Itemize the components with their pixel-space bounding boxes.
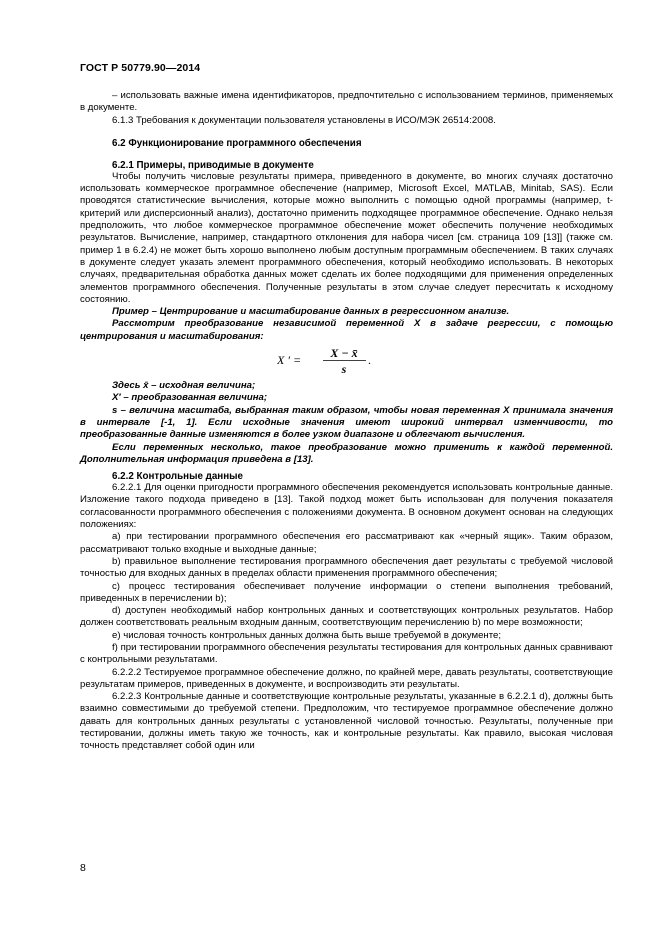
example-text: Рассмотрим преобразование независимой переменной X в задаче регрессии, с помощью центрирования и масштабирования: (80, 318, 613, 342)
paragraph: Чтобы получить числовые результаты примера, приведенного в документе, во многих случаях достаточно использовать коммерческое программное обеспечение (например, Microsoft Excel, MATLAB, Minitab, SAS). Если проводятся статистические вычисления, которые можно выполнить с помощью одной программы (например, t-критерий или дисперсионный анализ), достаточно применить подходящее программное обеспечение. Однако нельзя предположить, что любое коммерческое программное обеспечение может обеспечить получение необходимых результатов. Вычисление, например, стандартного отклонения для набора чисел [см. страница 109 [13]] (также см. пример 1 в 6.2.4) не может быть хорошо выполнено любым доступным программным обеспечением. В таких случаях в документе следует указать элемент программного обеспечения, который необходимо использовать. В некоторых случаях, предварительная обработка данных может сделать их более подходящими для применения определенных элементов программного обеспечения. Полученные результаты в этом случае следует пересчитать к исходному состоянию. (80, 170, 613, 305)
list-item: c) процесс тестирования обеспечивает получение информации о степени выполнения требований, приведенных в перечислении b); (80, 580, 613, 604)
list-item: d) доступен необходимый набор контрольных данных и соответствующих контрольных результатов. Набор должен соответствовать реальным входным данным, соответствующим перечислению b) по мере возможности; (80, 605, 613, 629)
list-item: f) при тестировании программного обеспечения результаты тестирования для контрольных данных сравнивают с контрольными результатами. (80, 641, 613, 666)
list-item: – использовать важные имена идентификаторов, предпочтительно с использованием терминов, применяемых в документе. (80, 90, 613, 114)
list-item: a) при тестировании программного обеспечения его рассматривают как «черный ящик». Таким образом, рассматривают только входные и выходные данные; (80, 531, 613, 555)
example-text: s – величина масштаба, выбранная таким образом, чтобы новая переменная X принимала значения в интервале [-1, 1]. Если исходные значения имеют широкий интервал изменчивости, то преобразованные данные изменяются в более узком диапазоне и облегчают вычисления. (80, 404, 613, 441)
list-item: e) числовая точность контрольных данных должна быть выше требуемой в документе; (112, 629, 502, 641)
paragraph: 6.2.2.3 Контрольные данные и соответствующие контрольные результаты, указанные в 6.2.2.1 d), должны быть взаимно совместимыми до требуемой степени. Предположим, что тестируемое программное обеспечение должно давать для контрольных данных результаты с установленной числовой точностью. Результаты, полученные при тестировании, должны иметь такую же точность, как и контрольные результаты. Как правило, высокая числовая точность представляет собой один или (80, 691, 613, 752)
formula-lhs: X ′ = (276, 353, 301, 368)
paragraph: 6.2.2.2 Тестируемое программное обеспечение должно, по крайней мере, давать результаты, соответствующие результатам примеров, приведенных в документе, и воспроизводить эти результаты. (80, 666, 613, 690)
list-item: b) правильное выполнение тестирования программного обеспечения дает результаты с требуемой числовой точностью для входных данных в пределах области применения программного обеспечения; (80, 555, 613, 580)
formula-end: . (367, 353, 371, 368)
formula (80, 346, 613, 376)
example-text: Здесь x̄ – исходная величина; (112, 380, 256, 392)
document-header: ГОСТ Р 50779.90—2014 (80, 62, 201, 74)
page-number: 8 (80, 862, 86, 874)
subsection-heading: 6.2.2 Контрольные данные (112, 471, 243, 483)
example-text: Если переменных несколько, такое преобразование можно применить к каждой переменной. Дополнительная информация приведена в [13]. (80, 441, 613, 465)
formula-denominator: s (341, 362, 346, 377)
document-page (80, 62, 613, 753)
paragraph: 6.1.3 Требования к документации пользователя установлены в ИСО/МЭК 26514:2008. (112, 114, 496, 126)
paragraph: 6.2.2.1 Для оценки пригодности программного обеспечения рекомендуется использовать контрольные данные. Изложение такого подхода приведено в [13]. Такой подход может быть использован для получения показателя согласованности программного обеспечения с положениями документа. В основном документ основан на следующих положениях: (80, 482, 613, 531)
subsection-heading: 6.2.1 Примеры, приводимые в документе (112, 159, 314, 171)
section-heading: 6.2 Функционирование программного обеспечения (112, 137, 362, 149)
formula-numerator: X − x̄ (329, 346, 358, 361)
example-text: X′ – преобразованная величина; (112, 392, 268, 404)
example-title: Пример – Центрирование и масштабирование данных в регрессионном анализе. (112, 306, 510, 318)
